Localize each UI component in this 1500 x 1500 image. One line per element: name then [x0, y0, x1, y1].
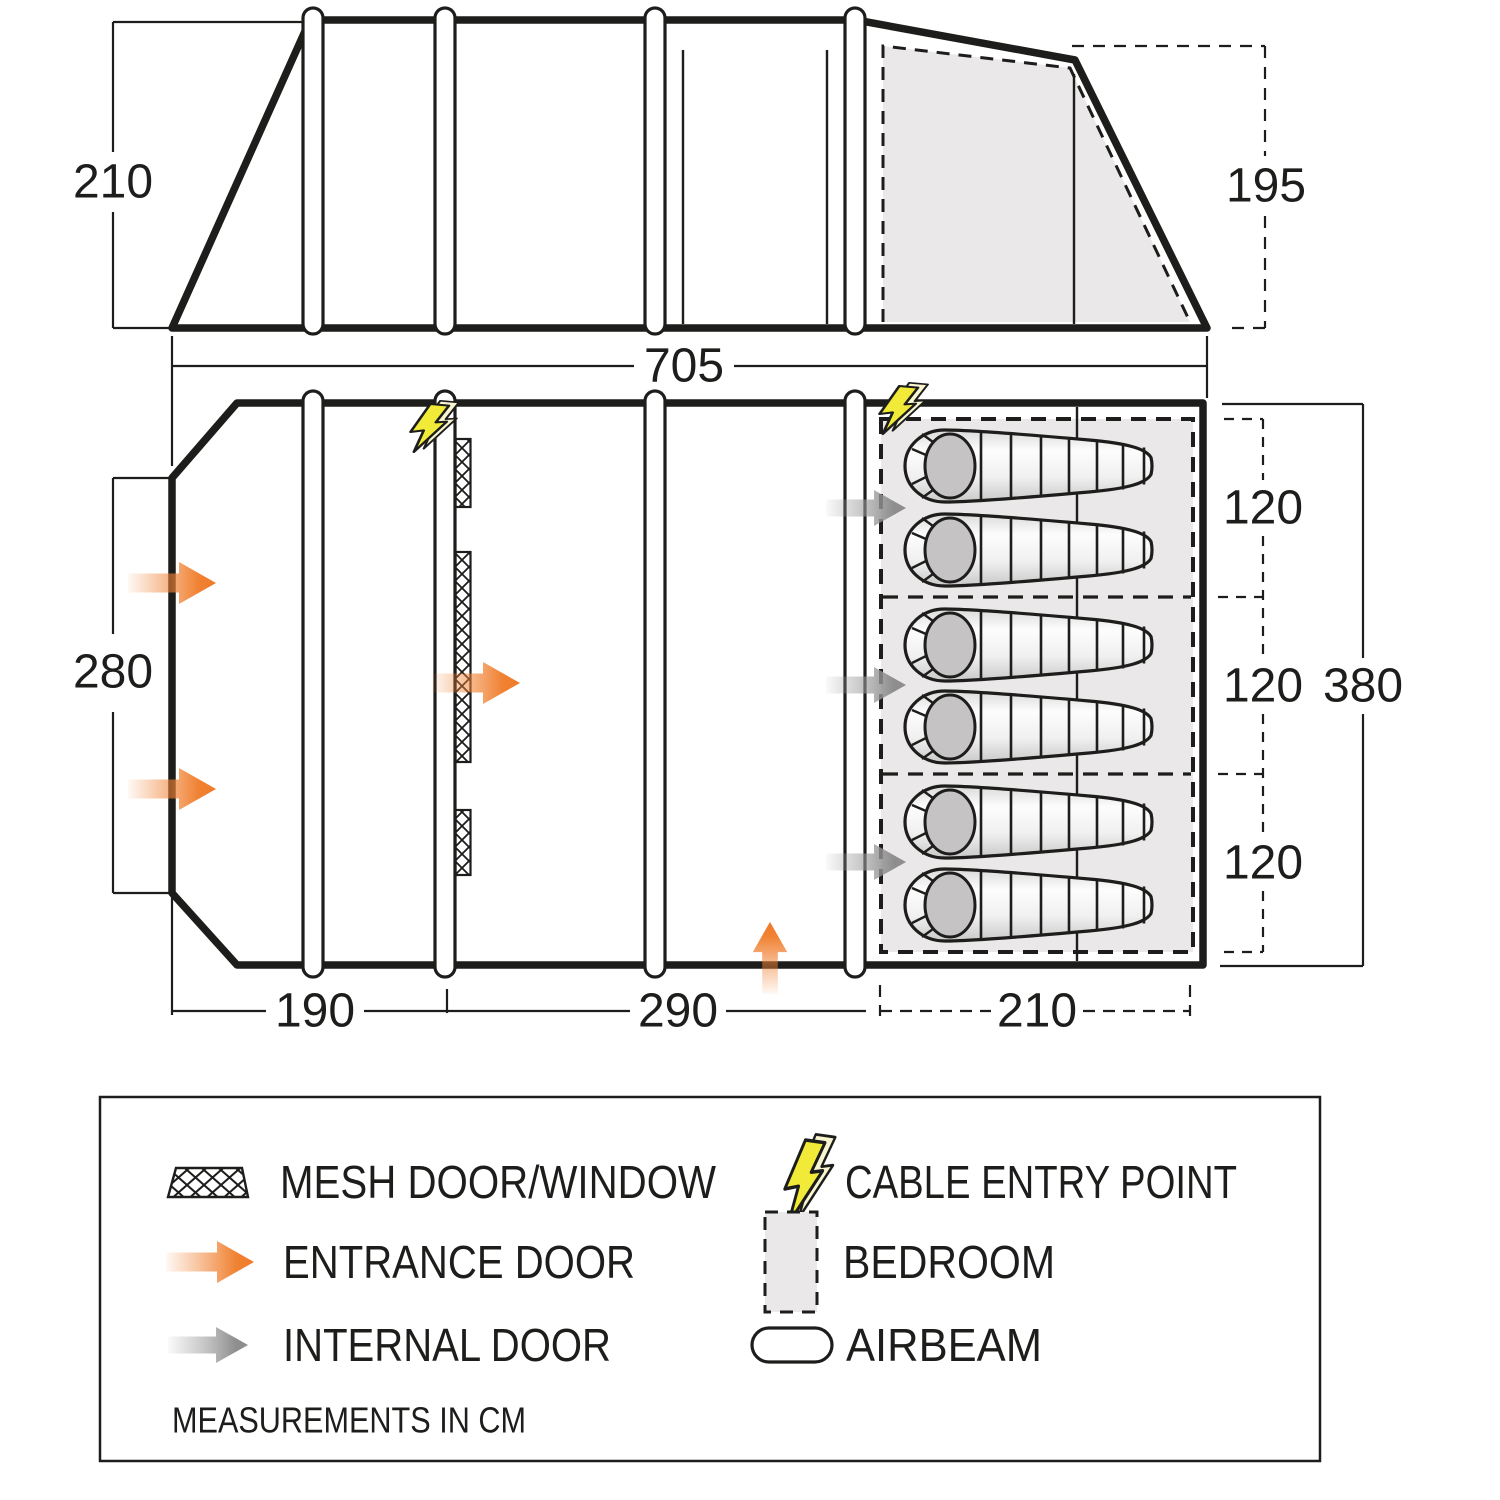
airbeam-pole	[645, 8, 665, 334]
legend-item-label: ENTRANCE DOOR	[283, 1236, 635, 1288]
airbeam-pole	[303, 8, 323, 334]
airbeam-icon	[752, 1328, 832, 1362]
floor-plan-view	[128, 383, 1203, 994]
bedroom-icon	[765, 1212, 817, 1312]
mesh-icon	[168, 1168, 248, 1197]
dim-bedroom-section: 120	[1222, 481, 1304, 535]
dim-bedroom-section: 120	[1222, 659, 1304, 713]
dim-length-total: 705	[643, 339, 725, 393]
legend-item-label: MESH DOOR/WINDOW	[280, 1156, 717, 1208]
dim-height-rear: 195	[1225, 159, 1307, 213]
airbeam-pole	[845, 8, 865, 334]
airbeam-pole	[435, 8, 455, 334]
legend-item-label: INTERNAL DOOR	[283, 1319, 611, 1371]
elevation-bedroom-area	[883, 46, 1190, 322]
legend-item-label: CABLE ENTRY POINT	[845, 1156, 1237, 1208]
mesh-door	[456, 552, 471, 762]
mesh-window	[456, 439, 471, 507]
side-elevation-view	[172, 8, 1207, 334]
legend-item-label: BEDROOM	[843, 1236, 1055, 1288]
dim-height-main: 210	[72, 155, 154, 209]
dim-porch-width: 280	[72, 645, 154, 699]
legend	[100, 1097, 1320, 1461]
mesh-window	[456, 810, 471, 875]
airbeam-pole	[645, 391, 665, 977]
dim-bottom-section: 290	[637, 984, 719, 1038]
dim-bottom-section: 190	[274, 984, 356, 1038]
dim-width-total: 380	[1322, 659, 1404, 713]
legend-note: MEASUREMENTS IN CM	[172, 1399, 526, 1441]
dim-bottom-section: 210	[996, 984, 1078, 1038]
legend-item-label: AIRBEAM	[846, 1319, 1042, 1371]
airbeam-pole	[303, 391, 323, 977]
dim-bedroom-section: 120	[1222, 836, 1304, 890]
